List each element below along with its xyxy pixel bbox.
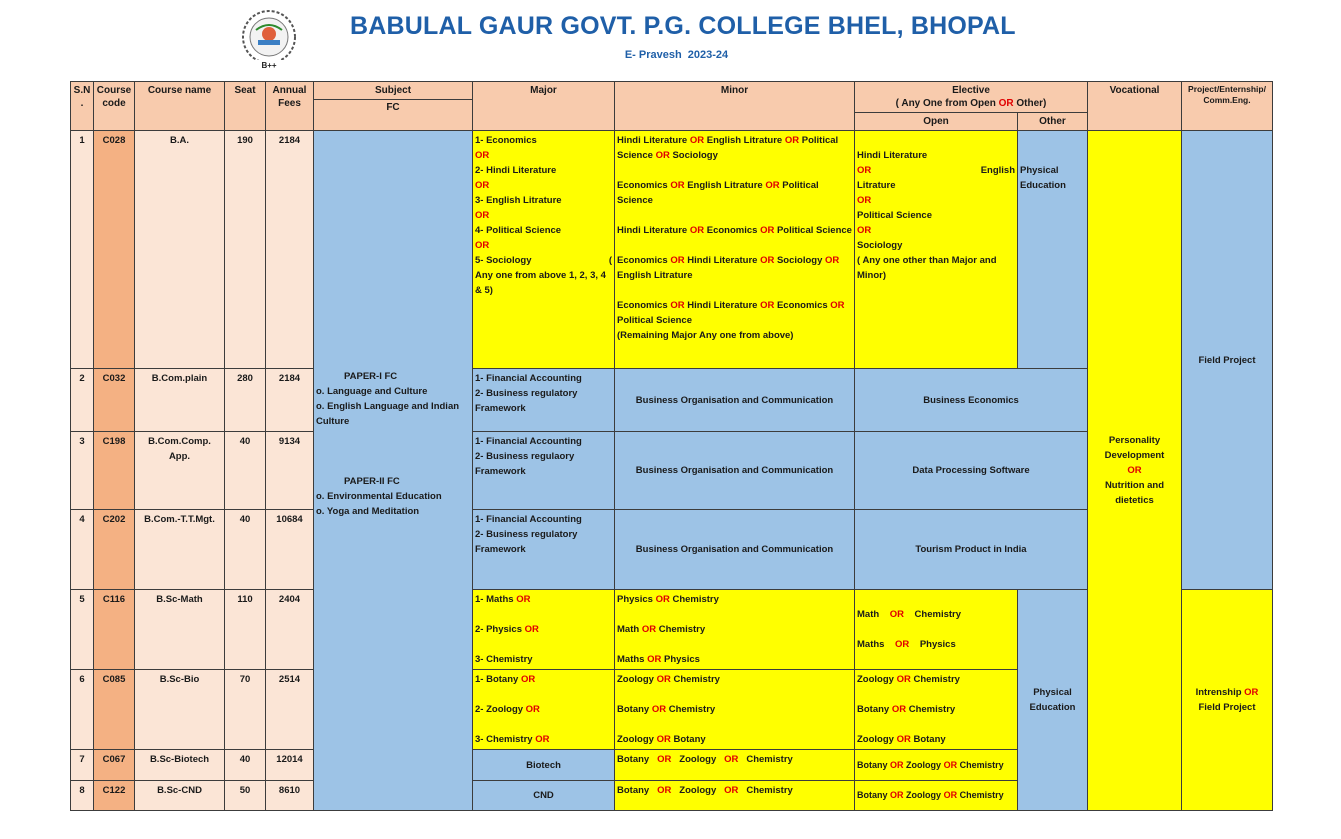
ba-other-elective-cell: Physical Education: [1018, 131, 1088, 369]
cell-name: B.Com.plain: [135, 369, 225, 432]
internship-project-cell: Intrenship OR Field Project: [1182, 590, 1273, 811]
cell-name: B.A.: [135, 131, 225, 369]
cell-fees: 2404: [266, 590, 314, 670]
cell-fees: 12014: [266, 750, 314, 781]
cell-code: C067: [94, 750, 135, 781]
cell-sn: 6: [71, 670, 94, 750]
vocational-cell: Personality Development OR Nutrition and dietetics: [1088, 131, 1182, 811]
cell-seat: 70: [225, 670, 266, 750]
table-row: [71, 131, 1273, 369]
biotech-major-cell: Biotech: [473, 750, 615, 781]
cell-fees: 10684: [266, 510, 314, 590]
header-open: Open: [855, 113, 1018, 131]
header-project: Project/Enternship/ Comm.Eng.: [1182, 82, 1273, 131]
cell-code: C202: [94, 510, 135, 590]
math-minor-cell: Physics OR Chemistry Math OR Chemistry Maths OR Physics: [615, 590, 855, 670]
biotech-open-elective-cell: Botany OR Zoology OR Chemistry: [855, 750, 1018, 781]
header-major: Major: [473, 82, 615, 131]
header-sn: S.N .: [71, 82, 94, 131]
cell-seat: 280: [225, 369, 266, 432]
cell-fees: 2184: [266, 131, 314, 369]
ba-open-elective-cell: Hindi Literature OR English Litrature OR Political Science OR Sociology ( Any one other than Major and Minor): [855, 131, 1018, 369]
header-fees: Annual Fees: [266, 82, 314, 131]
svg-text:B++: B++: [261, 61, 277, 70]
cell-fees: 2514: [266, 670, 314, 750]
field-project-cell: Field Project: [1182, 131, 1273, 590]
header-other: Other: [1018, 113, 1088, 131]
course-table: [70, 81, 1273, 811]
bcom-tt-minor-cell: Business Organisation and Communication: [615, 510, 855, 590]
cell-seat: 50: [225, 781, 266, 811]
biotech-minor-cell: Botany OR Zoology OR Chemistry: [615, 750, 855, 781]
bcom-comp-major-cell: 1- Financial Accounting 2- Business regulaory Framework: [473, 432, 615, 510]
bio-open-elective-cell: Zoology OR Chemistry Botany OR Chemistry Zoology OR Botany: [855, 670, 1018, 750]
ba-major-cell: 1- Economics OR 2- Hindi Literature OR 3- English Litrature OR 4- Political Science OR 5- Sociology ( Any one from above 1, 2, 3, 4 & 5): [473, 131, 615, 369]
header-code: Course code: [94, 82, 135, 131]
cnd-open-elective-cell: Botany OR Zoology OR Chemistry: [855, 781, 1018, 811]
header-subject: Subject FC: [314, 82, 473, 131]
cell-sn: 2: [71, 369, 94, 432]
cell-seat: 190: [225, 131, 266, 369]
college-logo-icon: [228, 10, 310, 70]
page-title: BABULAL GAUR GOVT. P.G. COLLEGE BHEL, BHOPAL: [350, 12, 1016, 40]
cell-code: C032: [94, 369, 135, 432]
cell-seat: 110: [225, 590, 266, 670]
cell-name: B.Com.Comp. App.: [135, 432, 225, 510]
cell-name: B.Sc-CND: [135, 781, 225, 811]
foundation-course-cell: PAPER-I FC o. Language and Culture o. English Language and Indian Culture PAPER-II FC o. Environmental Education o. Yoga and Meditation: [314, 131, 473, 811]
bcom-elective-cell: Business Economics: [855, 369, 1088, 432]
page-subtitle: E- Pravesh 2023-24: [624, 49, 729, 61]
cell-name: B.Sc-Bio: [135, 670, 225, 750]
math-major-cell: 1- Maths OR 2- Physics OR 3- Chemistry: [473, 590, 615, 670]
cell-sn: 5: [71, 590, 94, 670]
cell-sn: 3: [71, 432, 94, 510]
cell-seat: 40: [225, 510, 266, 590]
header-minor: Minor: [615, 82, 855, 131]
header-name: Course name: [135, 82, 225, 131]
math-open-elective-cell: Math OR Chemistry Maths OR Physics: [855, 590, 1018, 670]
bsc-other-elective-cell: Physical Education: [1018, 590, 1088, 811]
cell-sn: 4: [71, 510, 94, 590]
bio-minor-cell: Zoology OR Chemistry Botany OR Chemistry Zoology OR Botany: [615, 670, 855, 750]
ba-minor-cell: Hindi Literature OR English Litrature OR Political Science OR Sociology Economics OR English Litrature OR Political Science Hindi Literature OR Economics OR Political Science Economics OR Hindi Literature OR Sociology OR English Litrature Economics OR Hindi Literature OR Economics OR Political Science (Remaining Major Any one from above): [615, 131, 855, 369]
bcom-tt-major-cell: 1- Financial Accounting 2- Business regulatory Framework: [473, 510, 615, 590]
cell-name: B.Com.-T.T.Mgt.: [135, 510, 225, 590]
cell-fees: 9134: [266, 432, 314, 510]
cell-code: C028: [94, 131, 135, 369]
cell-name: B.Sc-Math: [135, 590, 225, 670]
cell-seat: 40: [225, 750, 266, 781]
cell-code: C122: [94, 781, 135, 811]
cnd-major-cell: CND: [473, 781, 615, 811]
cell-fees: 8610: [266, 781, 314, 811]
bio-major-cell: 1- Botany OR 2- Zoology OR 3- Chemistry OR: [473, 670, 615, 750]
cnd-minor-cell: Botany OR Zoology OR Chemistry: [615, 781, 855, 811]
bcom-comp-elective-cell: Data Processing Software: [855, 432, 1088, 510]
cell-code: C198: [94, 432, 135, 510]
cell-sn: 8: [71, 781, 94, 811]
header-elective: Elective ( Any One from Open OR Other): [855, 82, 1088, 113]
cell-sn: 7: [71, 750, 94, 781]
bcom-tt-elective-cell: Tourism Product in India: [855, 510, 1088, 590]
header-seat: Seat: [225, 82, 266, 131]
cell-code: C116: [94, 590, 135, 670]
cell-sn: 1: [71, 131, 94, 369]
header-vocational: Vocational: [1088, 82, 1182, 131]
bcom-comp-minor-cell: Business Organisation and Communication: [615, 432, 855, 510]
bcom-major-cell: 1- Financial Accounting 2- Business regulatory Framework: [473, 369, 615, 432]
cell-fees: 2184: [266, 369, 314, 432]
cell-name: B.Sc-Biotech: [135, 750, 225, 781]
bcom-minor-cell: Business Organisation and Communication: [615, 369, 855, 432]
cell-seat: 40: [225, 432, 266, 510]
cell-code: C085: [94, 670, 135, 750]
